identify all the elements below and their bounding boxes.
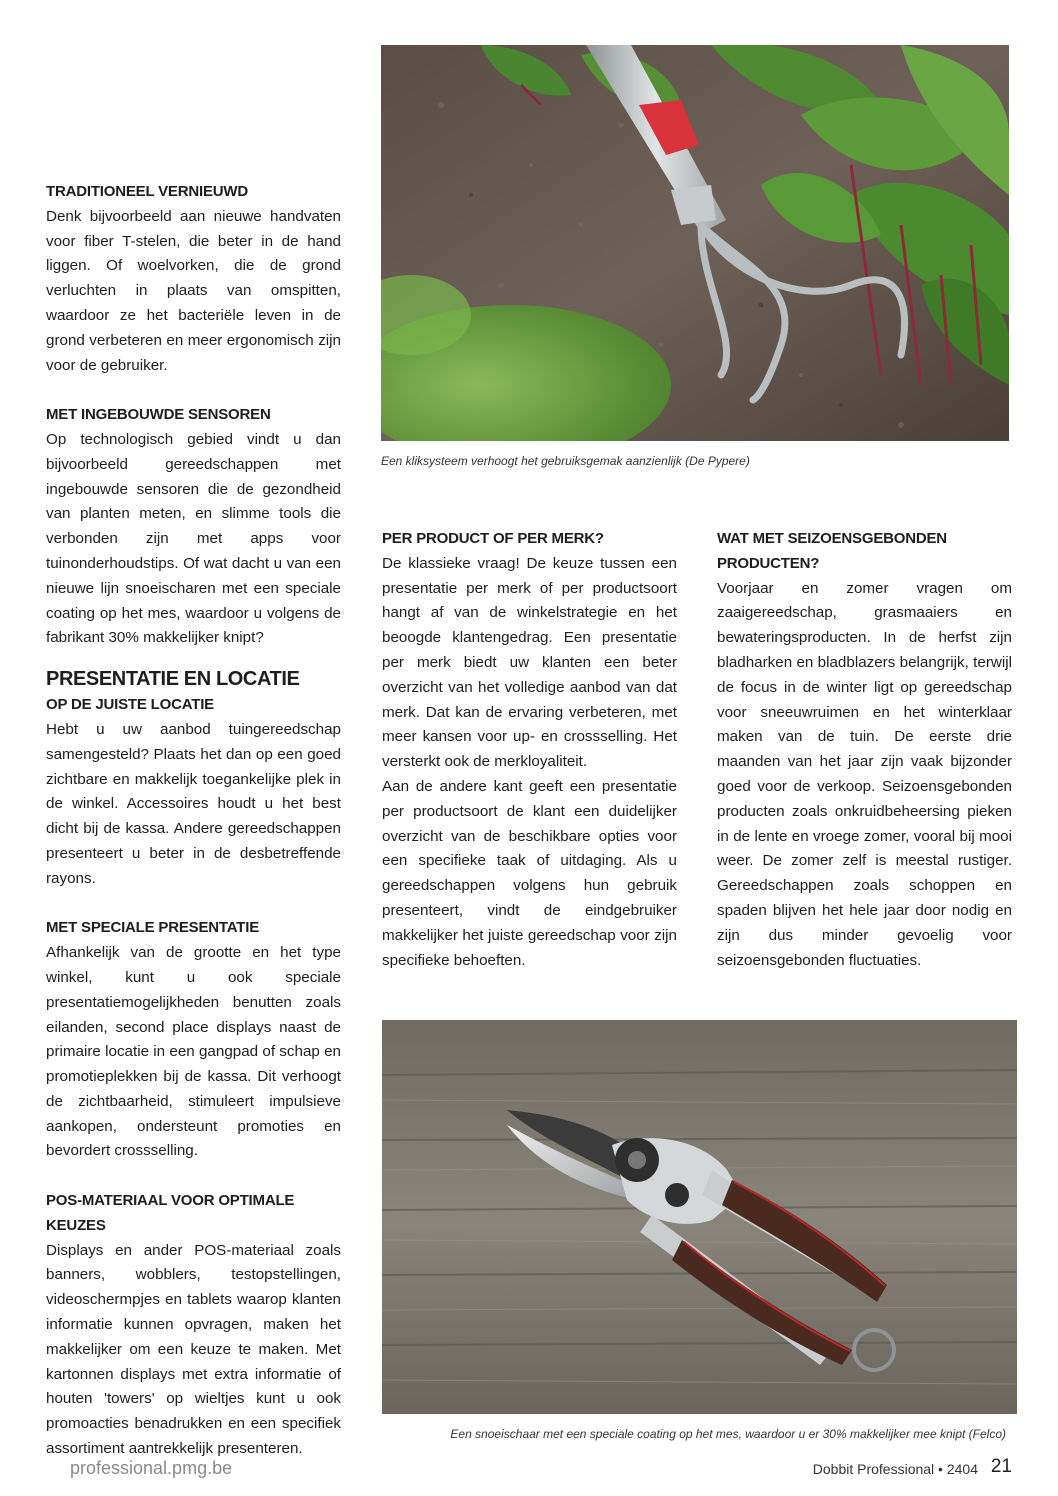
- footer-website-link[interactable]: professional.pmg.be: [70, 1458, 233, 1478]
- section-heading-sensoren: MET INGEBOUWDE SENSOREN: [46, 406, 271, 424]
- cultivator-photo: [381, 45, 1009, 441]
- section-body-traditioneel: Denk bijvoorbeeld aan nieuwe handvaten voor fiber T-stelen, die beter in de hand liggen. Of woelvorken, die de grond verluchten in plaats van omspitten, waardoor ze het bacteriële leven in de grond verbeteren en meer ergonomisch zijn voor de gebruiker.: [46, 207, 341, 374]
- section-body-seizoen: Voorjaar en zomer vragen om zaaigereedschap, grasmaaiers en bewateringsproducten. In de herfst zijn bladharken en bladblazers belangrijk, terwijl de focus in de winter ligt op gereedschap voor sneeuwruimen en het winterklaar maken van de tuin. De eerste drie maanden van het jaar zijn vaak bijzonder goed voor de verkoop. Seizoensgebonden producten zoals onkruidbeheersing pieken in de lente en vroege zomer, vooral bij mooi weer. De zomer zelf is meestal rustiger. Gereedschappen zoals schoppen en spaden blijven het hele jaar door nodig en zijn dus minder gevoelig voor seizoensgebonden fluctuaties.: [717, 579, 1012, 969]
- section-heading-locatie: OP DE JUISTE LOCATIE: [46, 696, 214, 714]
- section-body-product-merk-2: Aan de andere kant geeft een presentatie per productsoort de klant een duidelijker overzicht van de beschikbare opties voor een specifieke taak of uitdaging. Als u gereedschappen volgens hun gebruik presenteert, vindt de eindgebruiker makkelijker het juiste gereedschap voor zijn specifieke behoeften.: [382, 777, 677, 969]
- section-body-sensoren: Op technologisch gebied vindt u dan bijvoorbeeld gereedschappen met ingebouwde sensoren die de gezondheid van planten meten, en slimme tools die verbonden zijn met apps voor tuinonderhoudstips. Of wat dacht u van een nieuwe lijn snoeischaren met een speciale coating op het mes, waardoor u volgens de fabrikant 30% makkelijker knipt?: [46, 430, 341, 647]
- top-photo-caption: Een kliksysteem verhoogt het gebruiksgemak aanzienlijk (De Pypere): [381, 454, 750, 468]
- section-body-pos-materiaal: Displays en ander POS-materiaal zoals banners, wobblers, testopstellingen, videoschermpjes en tablets waarop klanten informatie kunnen opvragen, maken het makkelijker om een keuze te maken. Met kartonnen displays met extra informatie of houten 'towers' op wieltjes kunt u ook promoacties benadrukken en een specifiek assortiment aantrekkelijk presenteren.: [46, 1241, 341, 1458]
- section-heading-traditioneel: TRADITIONEEL VERNIEUWD: [46, 183, 248, 200]
- section-heading-seizoen: WAT MET SEIZOENSGEBONDEN PRODUCTEN?: [717, 530, 947, 572]
- middle-column: [382, 527, 677, 973]
- bottom-photo-caption: Een snoeischaar met een speciale coating op het mes, waardoor u er 30% makkelijker mee knipt (Felco): [450, 1427, 1006, 1441]
- chapter-title-presentatie: PRESENTATIE EN LOCATIE: [46, 668, 300, 691]
- section-heading-product-merk: PER PRODUCT OF PER MERK?: [382, 530, 604, 547]
- section-body-product-merk-1: De klassieke vraag! De keuze tussen een presentatie per merk of per productsoort hangt af van de winkelstrategie en het beoogde klantengedrag. Een presentatie per merk biedt uw klanten een beter overzicht van het volledige aanbod van dat merk. Dat kan de ervaring verbeteren, met meer kansen voor up- en crossselling. Het versterkt ook de merkloyaliteit.: [382, 554, 677, 771]
- left-column: [46, 180, 341, 1462]
- section-heading-pos-materiaal: POS-MATERIAAL VOOR OPTIMALE KEUZES: [46, 1192, 295, 1234]
- section-body-locatie: Hebt u uw aanbod tuingereedschap samengesteld? Plaats het dan op een goed zichtbare en makkelijk toegankelijke plek in de winkel. Accessoires houdt u het best dicht bij de kassa. Andere gereedschappen presenteert u beter in de desbetreffende rayons.: [46, 720, 341, 887]
- pruning-shears-photo: [382, 1020, 1017, 1414]
- section-heading-speciale-presentatie: MET SPECIALE PRESENTATIE: [46, 919, 260, 937]
- footer-magazine-issue: Dobbit Professional • 2404: [812, 1461, 978, 1477]
- right-column: [717, 527, 1012, 973]
- section-body-speciale-presentatie: Afhankelijk van de grootte en het type winkel, kunt u ook speciale presentatiemogelijkheden benutten zoals eilanden, second place displays naast de primaire locatie in een gangpad of schap en promotieplekken bij de kassa. Dit verhoogt de zichtbaarheid, stimuleert impulsieve aankopen, ondersteunt promoties en bevordert crossselling.: [46, 944, 341, 1160]
- page-number: 21: [990, 1456, 1012, 1477]
